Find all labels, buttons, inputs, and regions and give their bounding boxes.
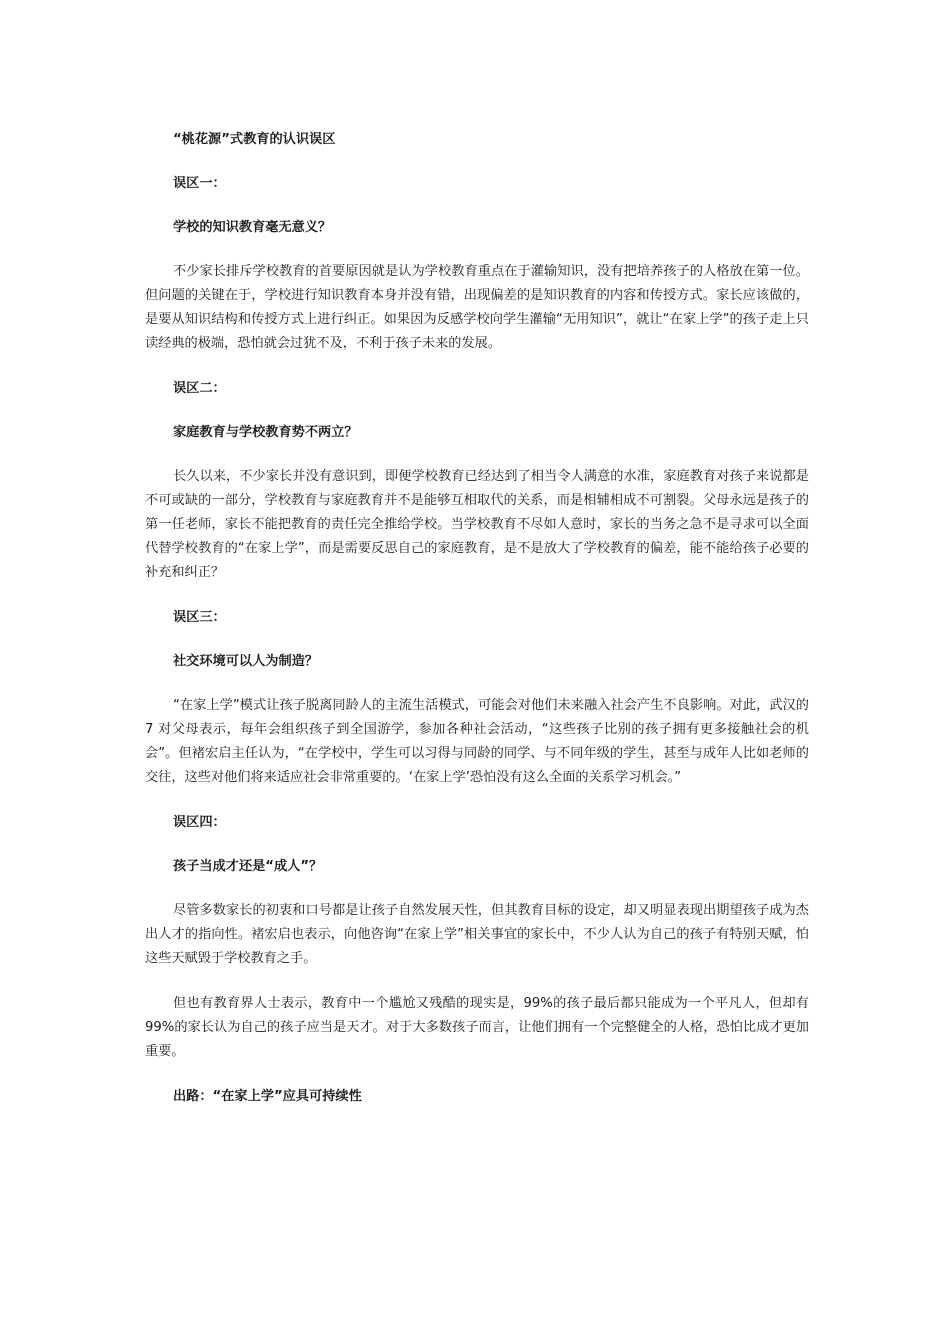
body-paragraph: 不少家长排斥学校教育的首要原因就是认为学校教育重点在于灌输知识，没有把培养孩子的人格放在第一位。但问题的关键在于，学校进行知识教育本身并没有错，出现偏差的是知识教育的内容和传授方式。家长应该做的，是要从知识结构和传授方式上进行纠正。如果因为反感学校向学生灌输“无用知识”，就让“在家上学”的孩子走上只读经典的极端，恐怕就会过犹不及，不利于孩子未来的发展。	[145, 264, 809, 351]
section-subheading: 孩子当成才还是“成人”？	[173, 859, 323, 874]
body-paragraph: 尽管多数家长的初衷和口号都是让孩子自然发展天性，但其教育目标的设定，却又明显表现出期望孩子成为杰出人才的指向性。褚宏启也表示，向他咨询“在家上学”相关事宜的家长中，不少人认为自己的孩子有特别天赋，怕这些天赋毁于学校教育之手。	[145, 903, 809, 966]
section-subheading: 学校的知识教育毫无意义？	[173, 220, 332, 235]
body-paragraph: 但也有教育界人士表示，教育中一个尴尬又残酷的现实是，99%的孩子最后都只能成为一个平凡人，但却有 99%的家长认为自己的孩子应当是天才。对于大多数孩子而言，让他们拥有一个完整健全的人格，恐怕比成才更加重要。	[145, 996, 809, 1059]
body-paragraph: “在家上学”模式让孩子脱离同龄人的主流生活模式，可能会对他们未来融入社会产生不良影响。对此，武汉的 7 对父母表示，每年会组织孩子到全国游学，参加各种社会活动，“这些孩子比别的孩子拥有更多接触社会的机会”。但褚宏启主任认为，“在学校中，学生可以习得与同龄的同学、与不同年级的学生，甚至与成年人比如老师的交往，这些对他们将来适应社会非常重要的。‘在家上学’恐怕没有这么全面的关系学习机会。”	[145, 698, 809, 785]
document-title: “桃花源”式教育的认识误区	[173, 132, 336, 147]
body-paragraph: 长久以来，不少家长并没有意识到，即便学校教育已经达到了相当令人满意的水准，家庭教育对孩子来说都是不可或缺的一部分，学校教育与家庭教育并不是能够互相取代的关系，而是相辅相成不可割裂。父母永远是孩子的第一任老师，家长不能把教育的责任完全推给学校。当学校教育不尽如人意时，家长的当务之急不是寻求可以全面代替学校教育的“在家上学”，而是需要反思自己的家庭教育，是不是放大了学校教育的偏差，能不能给孩子必要的补充和纠正？	[145, 469, 809, 580]
section-heading: 误区四：	[173, 815, 226, 830]
section-heading: 误区二：	[173, 381, 226, 396]
document-page	[145, 128, 809, 1109]
section-subheading: 社交环境可以人为制造？	[173, 654, 319, 669]
section-heading: 误区三：	[173, 610, 226, 625]
section-subheading: 家庭教育与学校教育势不两立？	[173, 425, 358, 440]
closing-heading: 出路：“在家上学”应具可持续性	[173, 1089, 362, 1104]
section-heading: 误区一：	[173, 176, 226, 191]
